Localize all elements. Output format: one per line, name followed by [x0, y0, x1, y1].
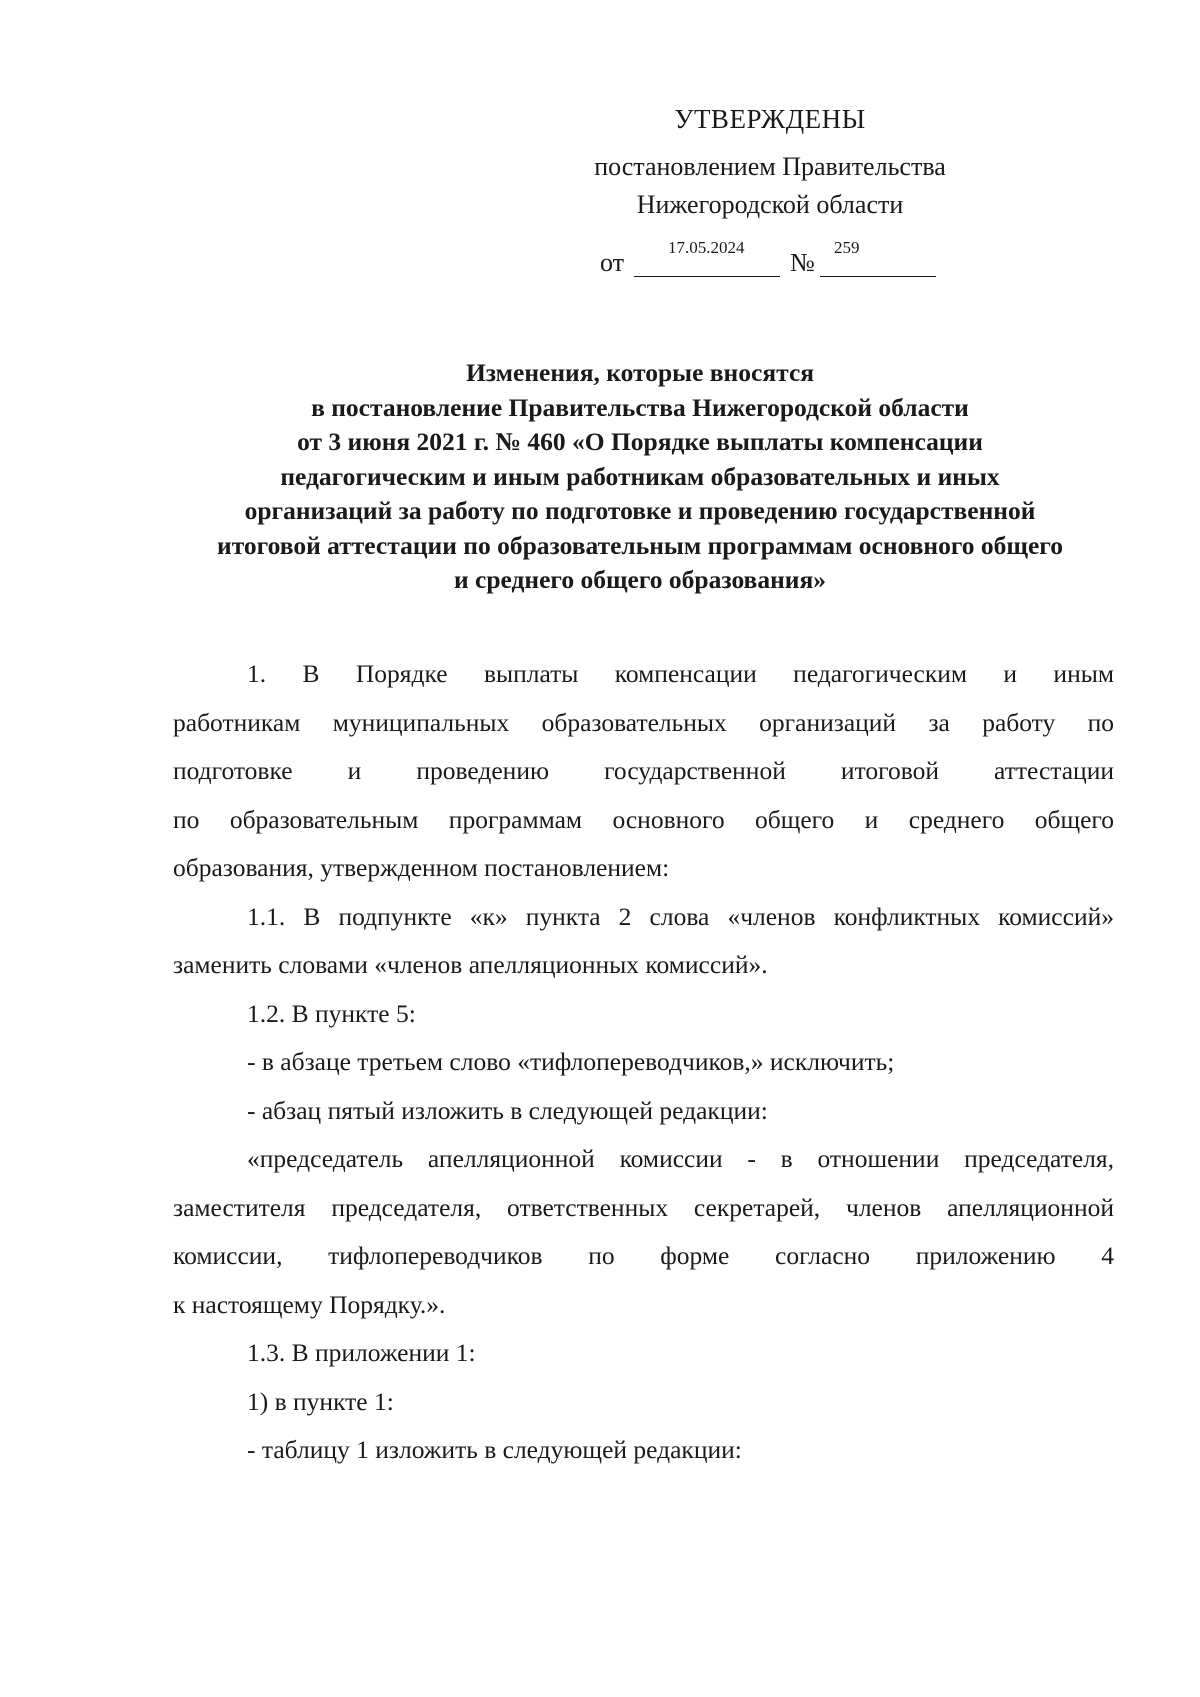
number-label: № [790, 248, 815, 277]
approval-block [560, 100, 980, 138]
paragraph-table-note: - таблицу 1 изложить в следующей редакции: [247, 1435, 742, 1464]
approval-authority [560, 148, 980, 224]
paragraph-item-1: 1) в пункте 1: [247, 1386, 394, 1416]
body-line: комиссии, тифлопереводчиков по форме согласно приложению 4 [173, 1241, 1114, 1270]
body-line: к настоящему Порядку.». [173, 1289, 446, 1319]
heading-line: в постановление Правительства Нижегородской области [311, 392, 969, 422]
paragraph-1-1 [173, 893, 1114, 990]
heading-line: организаций за работу по подготовке и проведению государственной [244, 496, 1036, 525]
document-body [173, 650, 1114, 1475]
body-line: образования, утвержденном постановлением: [173, 853, 670, 882]
body-line: работникам муниципальных образовательных организаций за работу по [173, 707, 1114, 737]
heading-line: итоговой аттестации по образовательным программам основного общего [217, 530, 1063, 560]
paragraph-1-3: 1.3. В приложении 1: [247, 1338, 476, 1367]
date-value: 17.05.2024 [668, 238, 745, 257]
body-line: 1.1. В подпункте «к» пункта 2 слова «членов конфликтных комиссий» [247, 901, 1114, 931]
heading-line: и среднего общего образования» [453, 565, 827, 594]
heading-line: педагогическим и иным работникам образовательных и иных [280, 461, 1000, 491]
approval-authority-line-1: постановлением Правительства [594, 152, 946, 181]
body-line: заменить словами «членов апелляционных комиссий». [173, 950, 768, 979]
from-label: от [600, 248, 625, 277]
paragraph-dash-1: - в абзаце третьем слово «тифлопереводчиков,» исключить; [247, 1047, 895, 1076]
paragraph-1 [173, 650, 1114, 893]
body-line: 1. В Порядке выплаты компенсации педагогическим и иным [247, 659, 1114, 688]
body-line: «председатель апелляционной комиссии - в отношении председателя, [247, 1144, 1114, 1173]
document-heading [170, 356, 1110, 598]
heading-line: от 3 июня 2021 г. № 460 «О Порядке выплаты компенсации [297, 427, 983, 456]
quoted-paragraph [173, 1135, 1114, 1329]
paragraph-dash-2: - абзац пятый изложить в следующей редакции: [247, 1095, 768, 1125]
body-line: подготовке и проведению государственной итоговой аттестации [173, 756, 1114, 785]
paragraph-1-2: 1.2. В пункте 5: [247, 998, 416, 1028]
body-line: по образовательным программам основного общего и среднего общего [173, 804, 1114, 834]
approval-authority-line-2: Нижегородской области [636, 190, 904, 219]
body-line: заместителя председателя, ответственных секретарей, членов апелляционной [173, 1192, 1114, 1222]
approval-title: УТВЕРЖДЕНЫ [674, 104, 866, 134]
heading-line: Изменения, которые вносятся [465, 358, 815, 387]
number-value: 259 [834, 238, 860, 257]
